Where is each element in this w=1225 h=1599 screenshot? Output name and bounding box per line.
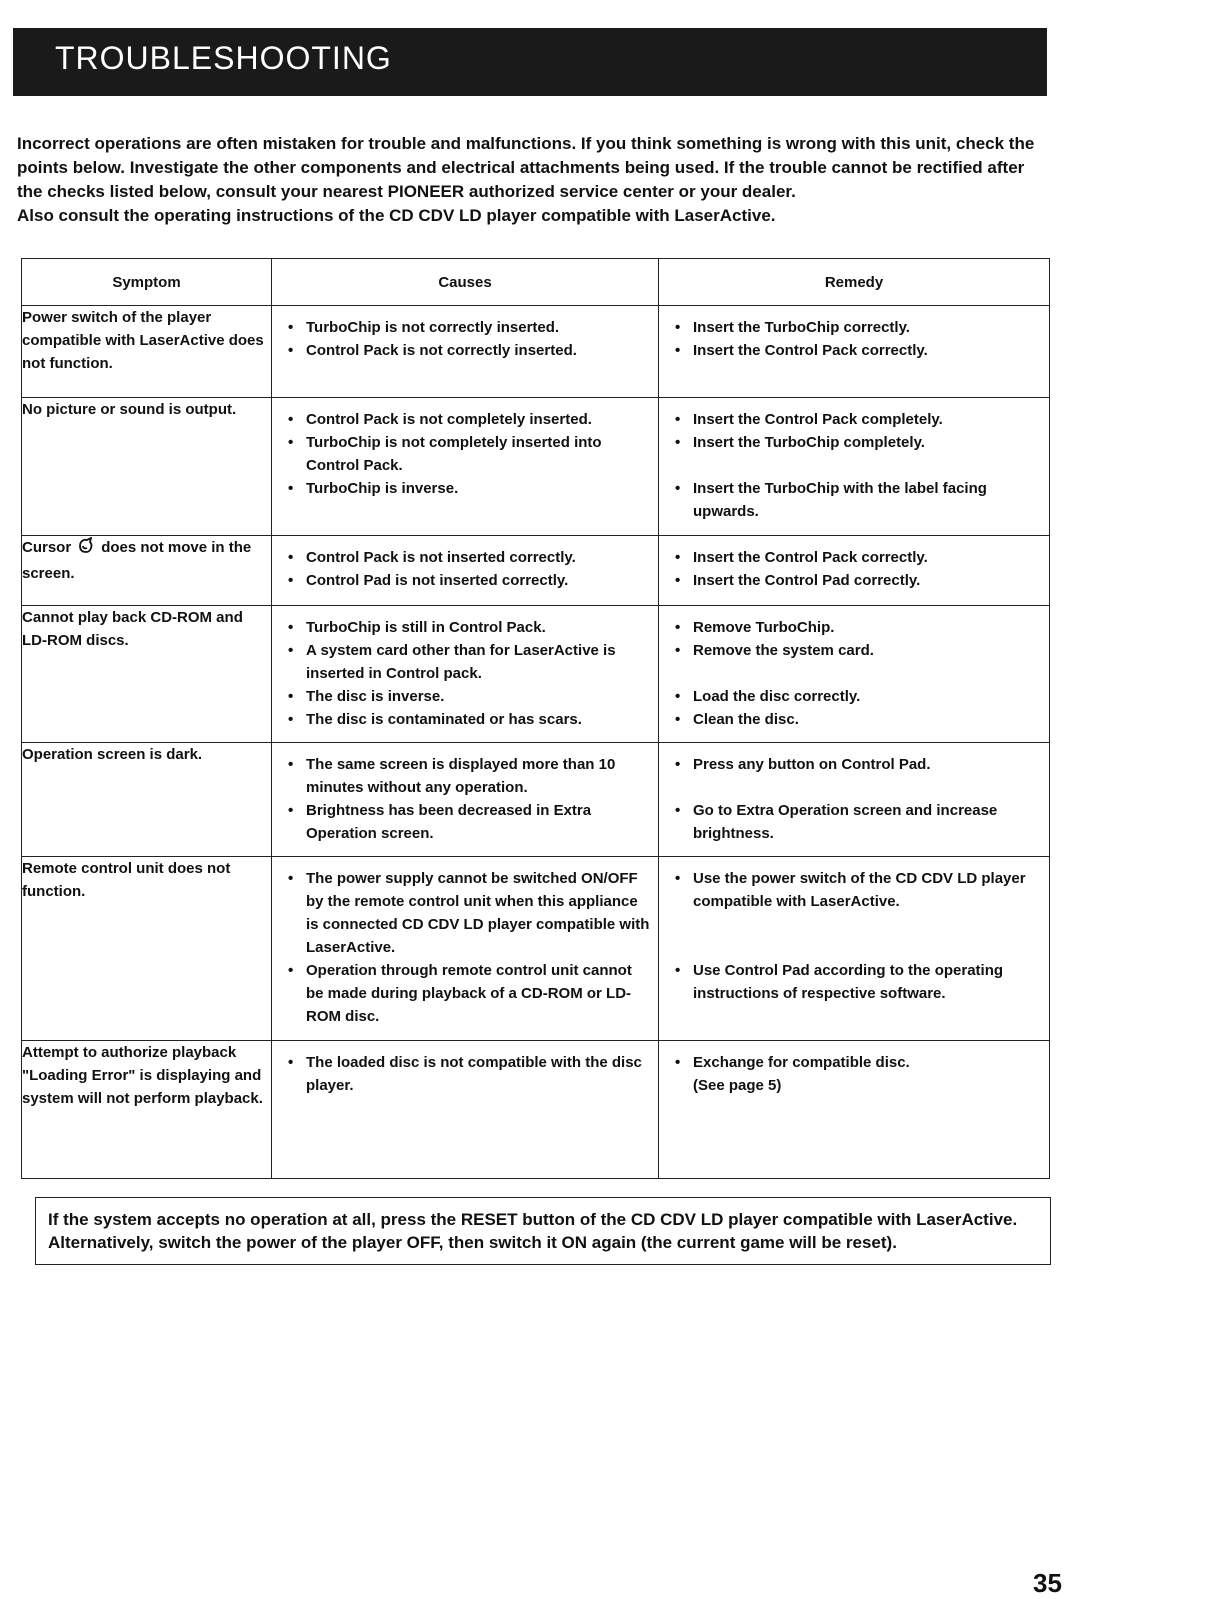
cause-item: • TurboChip is not completely inserted into Control Pack. — [286, 431, 650, 477]
remedy-item: • Go to Extra Operation screen and increase brightness. — [673, 799, 1041, 845]
remedy-cell — [659, 857, 1050, 1041]
cause-item: • Brightness has been decreased in Extra Operation screen. — [286, 799, 650, 845]
cause-item: • The disc is contaminated or has scars. — [286, 708, 650, 731]
remedy-item: • Load the disc correctly. — [673, 685, 1041, 708]
remedy-item: • Insert the Control Pad correctly. — [673, 569, 1041, 592]
cause-item: • Operation through remote control unit cannot be made during playback of a CD-ROM or LD-ROM disc. — [286, 959, 650, 1028]
symptom-cell — [22, 536, 272, 606]
symptom-cell: Power switch of the player compatible with LaserActive does not function. — [22, 306, 272, 398]
remedy-cell — [659, 606, 1050, 743]
remedy-item: • Insert the TurboChip with the label facing upwards. — [673, 477, 1041, 523]
causes-cell — [272, 1041, 659, 1179]
cause-item: • Control Pack is not correctly inserted. — [286, 339, 650, 362]
table-header-row — [22, 259, 1050, 306]
remedy-item: • Insert the TurboChip completely. — [673, 431, 1041, 454]
causes-cell — [272, 398, 659, 536]
intro-text — [17, 132, 1047, 228]
remedy-cell — [659, 306, 1050, 398]
intro-paragraph-2: Also consult the operating instructions of the CD CDV LD player compatible with LaserActive. — [17, 206, 776, 225]
remedy-cell — [659, 536, 1050, 606]
remedy-cell — [659, 398, 1050, 536]
cause-item: • Control Pack is not inserted correctly. — [286, 546, 650, 569]
cause-item: • TurboChip is still in Control Pack. — [286, 616, 650, 639]
table-row — [22, 1041, 1050, 1179]
remedy-item: • Use Control Pad according to the operating instructions of respective software. — [673, 959, 1041, 1005]
cause-item: • Control Pad is not inserted correctly. — [286, 569, 650, 592]
remedy-item: • Press any button on Control Pad. — [673, 753, 1041, 776]
cause-item: • The loaded disc is not compatible with the disc player. — [286, 1051, 650, 1097]
remedy-item: • Insert the Control Pack completely. — [673, 408, 1041, 431]
remedy-item: • Use the power switch of the CD CDV LD player compatible with LaserActive. — [673, 867, 1041, 913]
remedy-item: • Exchange for compatible disc. (See page 5) — [673, 1051, 1041, 1097]
symptom-text-pre: Cursor — [22, 539, 72, 556]
symptom-cell: Attempt to authorize playback "Loading Error" is displaying and system will not perform playback. — [22, 1041, 272, 1179]
page-title: TROUBLESHOOTING — [55, 40, 392, 76]
cause-item: • The same screen is displayed more than 10 minutes without any operation. — [286, 753, 650, 799]
cursor-hand-icon — [77, 537, 95, 562]
cause-item: • TurboChip is inverse. — [286, 477, 650, 500]
symptom-cell: Cannot play back CD-ROM and LD-ROM discs. — [22, 606, 272, 743]
reset-notice: If the system accepts no operation at all, press the RESET button of the CD CDV LD player compatible with LaserActive. Alternatively, switch the power of the player OFF, then switch it ON again (the current game will be reset). — [35, 1197, 1051, 1265]
cause-item: • The power supply cannot be switched ON/OFF by the remote control unit when this appliance is connected CD CDV LD player compatible with LaserActive. — [286, 867, 650, 959]
header-remedy: Remedy — [659, 259, 1050, 306]
header-symptom: Symptom — [22, 259, 272, 306]
remedy-item: • Insert the Control Pack correctly. — [673, 546, 1041, 569]
table-row — [22, 606, 1050, 743]
causes-cell — [272, 743, 659, 857]
remedy-item: • Clean the disc. — [673, 708, 1041, 731]
symptom-cell: Operation screen is dark. — [22, 743, 272, 857]
header-bar — [13, 28, 1047, 96]
causes-cell — [272, 857, 659, 1041]
troubleshooting-table — [21, 258, 1050, 1179]
remedy-item: • Insert the TurboChip correctly. — [673, 316, 1041, 339]
intro-paragraph-1: Incorrect operations are often mistaken for trouble and malfunctions. If you think something is wrong with this unit, check the points below. Investigate the other components and electrical attachments being used. If the trouble cannot be rectified after the checks listed below, consult your nearest PIONEER authorized service center or your dealer. — [17, 134, 1035, 201]
symptom-cell: No picture or sound is output. — [22, 398, 272, 536]
remedy-cell — [659, 743, 1050, 857]
cause-item: • The disc is inverse. — [286, 685, 650, 708]
remedy-item: • Remove TurboChip. — [673, 616, 1041, 639]
remedy-item: • Remove the system card. — [673, 639, 1041, 662]
symptom-text-post: does not move in the screen. — [22, 539, 252, 582]
causes-cell — [272, 306, 659, 398]
remedy-cell — [659, 1041, 1050, 1179]
causes-cell — [272, 606, 659, 743]
page-number: 35 — [1033, 1568, 1062, 1598]
table-row — [22, 857, 1050, 1041]
table-row — [22, 743, 1050, 857]
remedy-item: • Insert the Control Pack correctly. — [673, 339, 1041, 362]
table-row — [22, 536, 1050, 606]
symptom-cell: Remote control unit does not function. — [22, 857, 272, 1041]
causes-cell — [272, 536, 659, 606]
cause-item: • A system card other than for LaserActive is inserted in Control pack. — [286, 639, 650, 685]
table-row — [22, 398, 1050, 536]
cause-item: • Control Pack is not completely inserted. — [286, 408, 650, 431]
header-causes: Causes — [272, 259, 659, 306]
cause-item: • TurboChip is not correctly inserted. — [286, 316, 650, 339]
table-row — [22, 306, 1050, 398]
